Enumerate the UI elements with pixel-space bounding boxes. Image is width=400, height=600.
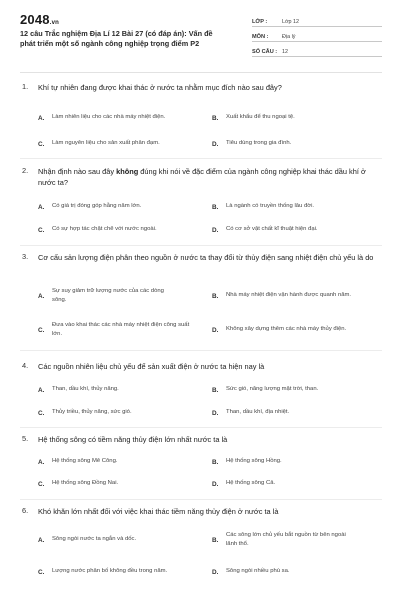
meta-row-subject <box>252 27 382 42</box>
option-letter: A. <box>38 458 45 466</box>
option-letter: B. <box>212 114 219 122</box>
option-text: Sông ngòi nước ta ngắn và dốc. <box>52 536 137 543</box>
question-separator <box>20 350 382 351</box>
option-a[interactable] <box>38 456 208 468</box>
option-text: Hệ thống sông Hồng. <box>226 458 282 465</box>
question-2 <box>0 166 400 242</box>
option-c[interactable] <box>38 407 208 419</box>
option-letter: A. <box>38 386 45 394</box>
question-number: 5. <box>22 434 29 443</box>
option-text: Thủy triều, thủy năng, sức gió. <box>52 409 132 416</box>
option-a[interactable] <box>38 201 208 213</box>
question-number: 2. <box>22 166 29 175</box>
option-text: Tiêu dùng trong gia đình. <box>226 140 292 147</box>
option-letter: A. <box>38 536 45 544</box>
option-letter: B. <box>212 292 219 300</box>
option-text: Đưa vào khai thác các nhà máy nhiệt điện công suất lớn. <box>52 321 190 337</box>
option-text: Có giá trị đóng góp hằng năm lớn. <box>52 203 142 210</box>
option-b[interactable] <box>212 530 382 550</box>
option-d[interactable] <box>212 407 382 419</box>
option-letter: C. <box>38 226 45 234</box>
option-text: Sức gió, năng lượng mặt trời, than. <box>226 386 319 393</box>
question-3 <box>0 252 400 356</box>
question-text: Khí tự nhiên đang được khai thác ở nước ta nhằm mục đích nào sau đây? <box>38 83 282 92</box>
option-text: Hệ thống sông Cả. <box>226 480 276 487</box>
option-c[interactable] <box>38 478 208 490</box>
meta-row-count <box>252 42 382 57</box>
option-text: Hệ thống sông Mê Công. <box>52 458 118 465</box>
option-text: Sự suy giảm trữ lượng nước của các dòng sông. <box>52 287 164 303</box>
meta-label: LỚP : <box>252 19 268 25</box>
meta-label: MÔN : <box>252 34 269 40</box>
meta-row-class <box>252 12 382 27</box>
option-c[interactable] <box>38 138 208 150</box>
question-number: 3. <box>22 252 29 261</box>
option-b[interactable] <box>212 201 382 213</box>
question-text: Khó khăn lớn nhất đối với việc khai thác tiềm năng thủy điện ở nước ta là <box>38 507 279 516</box>
option-letter: B. <box>212 536 219 544</box>
option-text: Than, dầu khí, địa nhiệt. <box>226 409 290 416</box>
option-b[interactable] <box>212 286 382 306</box>
option-letter: B. <box>212 203 219 211</box>
option-a[interactable] <box>38 384 208 396</box>
option-text: Hệ thống sông Đồng Nai. <box>52 480 119 487</box>
option-text: Làm nhiên liệu cho các nhà máy nhiệt điện. <box>52 114 166 121</box>
logo-tld: .vn <box>49 20 60 26</box>
option-b[interactable] <box>212 456 382 468</box>
logo-main: 2048 <box>20 12 50 27</box>
meta-label: SỐ CÂU : <box>252 49 278 55</box>
option-a[interactable] <box>38 108 208 128</box>
option-text: Làm nguyên liệu cho sản xuất phân đạm. <box>52 140 160 147</box>
question-text <box>38 166 380 188</box>
option-text: Than, dầu khí, thủy năng. <box>52 386 119 393</box>
question-number: 4. <box>22 361 29 370</box>
option-letter: D. <box>212 568 219 576</box>
meta-box <box>252 12 382 57</box>
option-letter: C. <box>38 480 45 488</box>
option-text: Lượng nước phân bố không đều trong năm. <box>52 568 168 575</box>
option-c[interactable] <box>38 562 208 582</box>
question-5 <box>0 434 400 496</box>
meta-value: Địa lý <box>282 34 296 40</box>
option-letter: A. <box>38 292 45 300</box>
question-text: Hệ thống sông có tiềm năng thủy điện lớn nhất nước ta là <box>38 435 228 444</box>
option-letter: B. <box>212 458 219 466</box>
question-separator <box>20 427 382 428</box>
option-a[interactable] <box>38 530 208 550</box>
option-c[interactable] <box>38 320 208 340</box>
option-letter: C. <box>38 568 45 576</box>
question-text: Các nguồn nhiên liệu chủ yếu để sản xuất điện ở nước ta hiện nay là <box>38 362 265 371</box>
question-1 <box>0 82 400 162</box>
question-6 <box>0 506 400 596</box>
option-d[interactable] <box>212 224 382 236</box>
option-b[interactable] <box>212 108 382 128</box>
option-b[interactable] <box>212 384 382 396</box>
option-letter: B. <box>212 386 219 394</box>
option-text: Không xây dựng thêm các nhà máy thủy điện. <box>226 326 347 333</box>
question-separator <box>20 158 382 159</box>
option-d[interactable] <box>212 562 382 582</box>
question-separator <box>20 499 382 500</box>
option-letter: D. <box>212 409 219 417</box>
question-text-part: Nhận định nào sau đây <box>38 167 117 176</box>
option-letter: C. <box>38 140 45 148</box>
option-text: Sông ngòi nhiều phù sa. <box>226 568 290 575</box>
option-letter: C. <box>38 326 45 334</box>
option-letter: D. <box>212 326 219 334</box>
option-letter: D. <box>212 140 219 148</box>
option-text: Có cơ sở vật chất kĩ thuật hiện đại. <box>226 226 318 233</box>
option-d[interactable] <box>212 138 382 150</box>
option-letter: A. <box>38 203 45 211</box>
option-letter: A. <box>38 114 45 122</box>
site-logo[interactable] <box>20 12 59 27</box>
option-letter: D. <box>212 480 219 488</box>
option-text: Xuất khẩu để thu ngoại tệ. <box>226 114 295 121</box>
question-text-part: đúng khi nói về đặc điểm của ngành công nghiệp khai thác dầu khí ở nước ta? <box>38 167 366 187</box>
option-d[interactable] <box>212 320 382 340</box>
option-d[interactable] <box>212 478 382 490</box>
option-letter: D. <box>212 226 219 234</box>
option-text: Là ngành có truyền thống lâu đời. <box>226 203 315 210</box>
header-divider <box>20 72 382 73</box>
question-number: 1. <box>22 82 29 91</box>
option-text: Nhà máy nhiệt điện vận hành được quanh năm. <box>226 292 352 299</box>
question-text-emphasis: không <box>116 167 139 176</box>
question-text: Cơ cấu sản lượng điện phân theo nguồn ở nước ta thay đổi từ thủy điện sang nhiệt điện chủ yếu là do <box>38 253 374 262</box>
option-c[interactable] <box>38 224 208 236</box>
header <box>0 0 400 66</box>
question-number: 6. <box>22 506 29 515</box>
option-text: Các sông lớn chủ yếu bắt nguồn từ bên ngoài lãnh thổ. <box>226 531 346 547</box>
meta-value: 12 <box>282 49 288 55</box>
document-title: 12 câu Trắc nghiệm Địa Lí 12 Bài 27 (có đáp án): Vấn đề phát triển một số ngành công nghiệp trọng điểm P2 <box>20 29 213 48</box>
option-text: Có sự hợp tác chặt chẽ với nước ngoài. <box>52 226 157 233</box>
option-letter: C. <box>38 409 45 417</box>
question-4 <box>0 361 400 423</box>
question-separator <box>20 245 382 246</box>
option-a[interactable] <box>38 286 208 306</box>
meta-value: Lớp 12 <box>282 19 300 25</box>
